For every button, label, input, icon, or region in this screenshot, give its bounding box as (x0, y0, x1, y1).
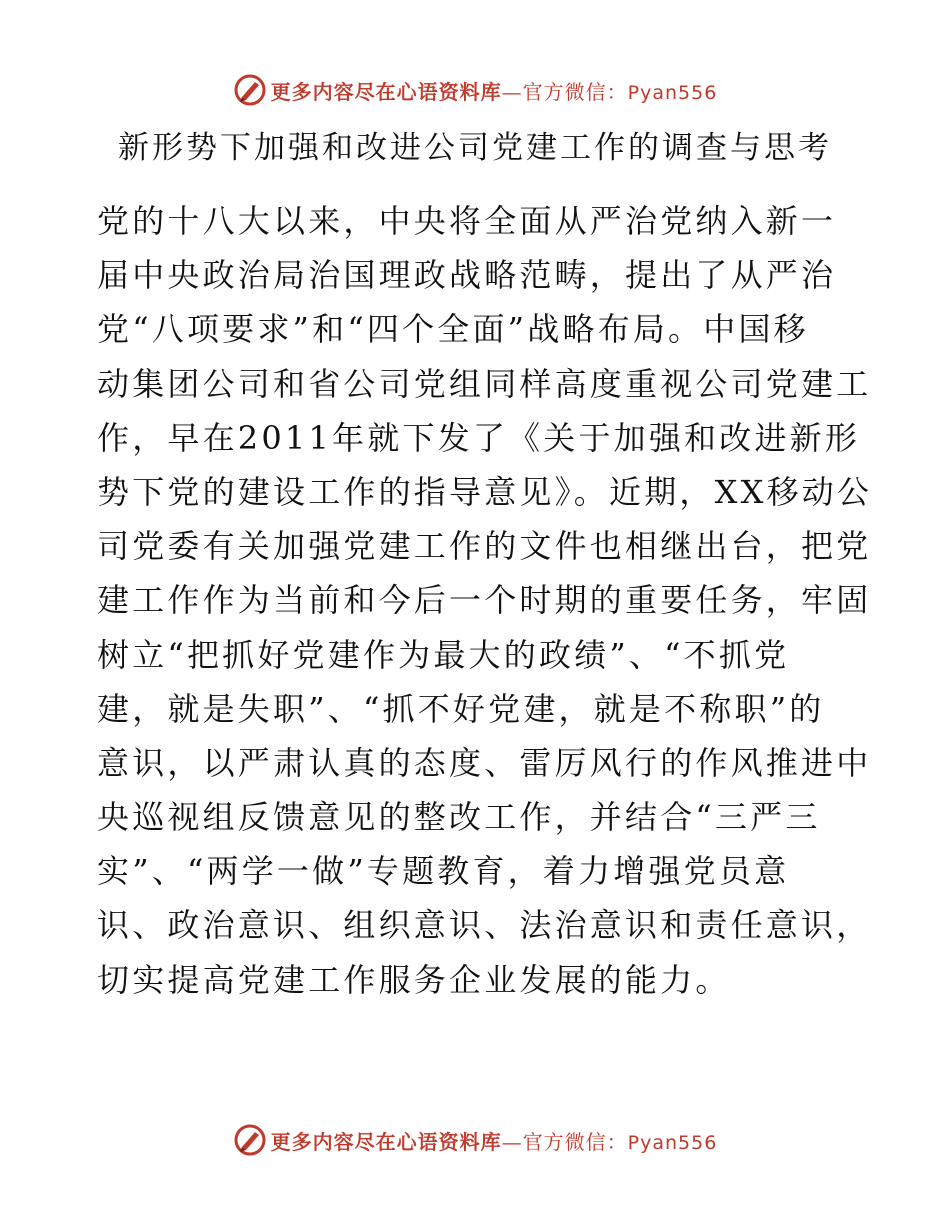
banner-wechat-label: 官方微信： (522, 79, 628, 104)
pen-logo-icon (233, 1123, 267, 1157)
banner-wechat-id: Pyan556 (627, 1131, 718, 1154)
header-banner (0, 70, 950, 110)
body-line: 实”、“两学一做”专题教育，着力增强党员意 (97, 852, 790, 891)
pen-logo-icon (233, 73, 267, 107)
body-line: 作，早在2011年就下发了《关于加强和改进新形 (97, 418, 861, 457)
body-line: 届中央政治局治国理政战略范畴，提出了从严治 (97, 256, 837, 295)
body-line: 动集团公司和省公司党组同样高度重视公司党建工 (97, 364, 872, 403)
body-line: 建工作作为当前和今后一个时期的重要任务，牢固 (97, 581, 872, 620)
body-line: 意识，以严肃认真的态度、雷厉风行的作风推进中 (97, 743, 872, 782)
document-body (97, 194, 873, 1007)
document-title: 新形势下加强和改进公司党建工作的调查与思考 (118, 130, 832, 166)
body-line: 建，就是失职”、“抓不好党建，就是不称职”的 (97, 689, 825, 728)
banner-main-text: 更多内容尽在心语资料库 (270, 1129, 502, 1154)
body-line: 识、政治意识、组织意识、法治意识和责任意识， (97, 906, 872, 945)
banner-dash: — (501, 79, 523, 104)
body-line: 树立“把抓好党建作为最大的政绩”、“不抓党 (97, 635, 790, 674)
banner-wechat-label: 官方微信： (522, 1129, 628, 1154)
body-line: 势下党的建设工作的指导意见》。近期，XX移动公 (97, 472, 873, 511)
banner-wechat-id: Pyan556 (627, 81, 718, 104)
banner-dash: — (501, 1129, 523, 1154)
body-line: 央巡视组反馈意见的整改工作，并结合“三严三 (97, 798, 821, 837)
body-line: 切实提高党建工作服务企业发展的能力。 (97, 960, 731, 999)
body-line: 司党委有关加强党建工作的文件也相继出台，把党 (97, 527, 872, 566)
banner-text (271, 76, 718, 105)
body-line: 党“八项要求”和“四个全面”战略布局。中国移 (97, 310, 809, 349)
banner-text (271, 1126, 718, 1155)
footer-banner (0, 1120, 950, 1160)
banner-main-text: 更多内容尽在心语资料库 (270, 79, 502, 104)
body-line: 党的十八大以来，中央将全面从严治党纳入新一 (97, 202, 837, 240)
